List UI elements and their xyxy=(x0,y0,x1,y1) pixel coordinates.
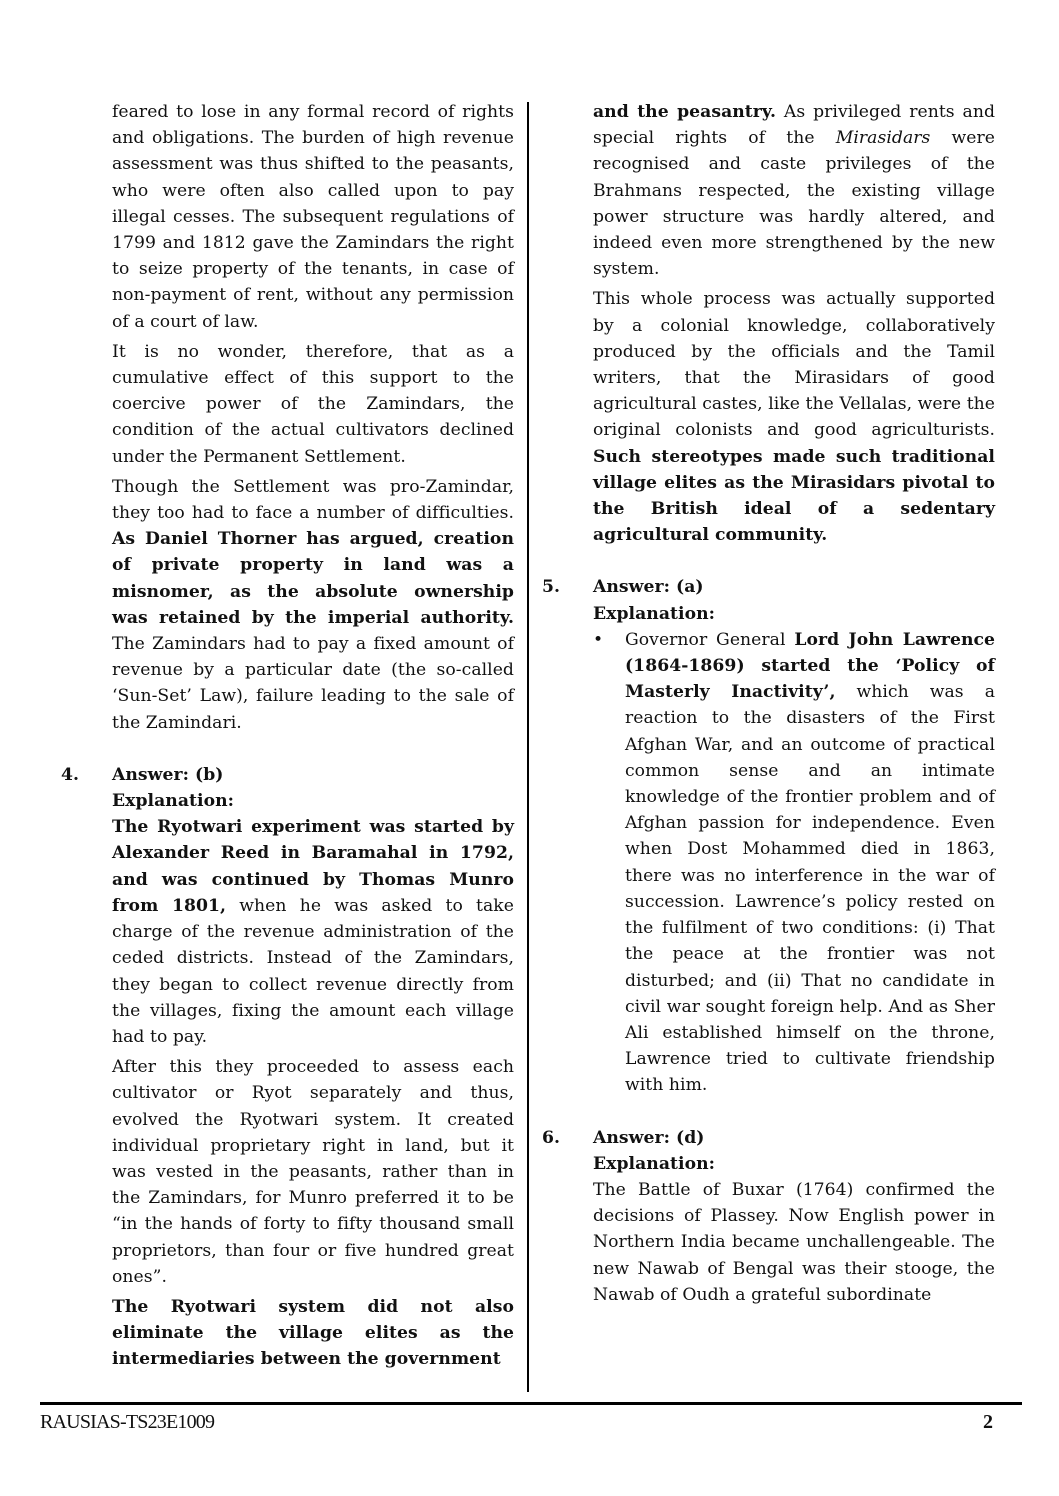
paragraph xyxy=(625,627,995,1099)
text: when he was asked to take charge of the revenue administration of the ceded districts. Instead of the Zamindars, they began to collect revenue directly from the villages, fixing the amount each village had to pay. xyxy=(112,895,514,1047)
paragraph xyxy=(112,814,514,1050)
bold-text: Such stereotypes made such traditional village elites as the Mirasidars pivotal to the British ideal of a sedentary agricultural community. xyxy=(593,446,995,546)
document-id: RAUSIAS-TS23E1009 xyxy=(40,1411,215,1433)
explanation-label: Explanation: xyxy=(593,1153,716,1174)
paragraph: The Ryotwari system did not also eliminate the village elites as the intermediaries between the government xyxy=(112,1296,514,1370)
paragraph xyxy=(593,99,995,282)
bullet-icon: • xyxy=(593,629,604,650)
answer-label: Answer: (a) xyxy=(593,577,704,598)
paragraph: It is no wonder, therefore, that as a cumulative effect of this support to the coercive power of the Zamindars, the condition of the actual cultivators declined under the Permanent Settlement. xyxy=(112,341,514,467)
question-number: 6. xyxy=(542,1127,561,1148)
right-column xyxy=(542,99,996,1312)
text: Governor General xyxy=(625,629,795,650)
paragraph xyxy=(593,286,995,548)
bold-text: and the peasantry. xyxy=(593,102,776,122)
text: were recognised and caste privileges of the Brahmans respected, the existing village power structure was hardly altered, and indeed even more strengthened by the new system. xyxy=(593,128,996,280)
paragraph: The Battle of Buxar (1764) confirmed the decisions of Plassey. Now English power in Northern India became unchallengeable. The new Nawab of Bengal was their stooge, the Nawab of Oudh a grateful subordinate xyxy=(593,1179,995,1305)
text: Though the Settlement was pro-Zamindar, they too had to face a number of difficulties. xyxy=(112,476,514,524)
question-4-heading xyxy=(61,762,514,788)
page-number: 2 xyxy=(983,1411,993,1433)
text: This whole process was actually supported by a colonial knowledge, collaboratively produced by the officials and the Tamil writers, that the Mirasidars of good agricultural castes, like the Vellalas, were the original colonists and good agriculturists. xyxy=(593,289,995,441)
bullet-item xyxy=(593,627,995,1099)
question-number: 4. xyxy=(61,764,80,785)
left-column xyxy=(61,99,514,1377)
answer-label: Answer: (b) xyxy=(112,764,224,785)
bold-text: Lord John Lawrence (1864-1869) started the ‘Policy of Masterly Inactivity’, xyxy=(625,629,995,703)
text: The Zamindars had to pay a fixed amount of revenue by a particular date (the so-called ‘Sun-Set’ Law), failure leading to the sale of the Zamindari. xyxy=(112,634,514,733)
question-6-heading xyxy=(542,1125,995,1151)
footer-rule xyxy=(40,1402,1022,1405)
question-number: 5. xyxy=(542,577,561,598)
paragraph: feared to lose in any formal record of rights and obligations. The burden of high revenue assessment was thus shifted to the peasants, who were often also called upon to pay illegal cesses. The subsequent regulations of 1799 and 1812 gave the Zamindars the right to seize property of the tenants, in case of non-payment of rent, without any permission of a court of law. xyxy=(112,102,514,332)
column-divider xyxy=(527,102,529,1392)
paragraph xyxy=(112,474,514,736)
bold-text: The Ryotwari experiment was started by Alexander Reed in Baramahal in 1792, and was continued by Thomas Munro from 1801, xyxy=(112,817,514,916)
question-5-heading xyxy=(542,574,995,600)
text: As privileged rents and special rights of the xyxy=(593,102,995,149)
bold-text: As Daniel Thorner has argued, creation of private property in land was a misnomer, as the absolute ownership was retained by the imperial authority. xyxy=(112,529,514,628)
paragraph: After this they proceeded to assess each cultivator or Ryot separately and thus, evolved the Ryotwari system. It created individual proprietary right in land, but it was vested in the peasants, rather than in the Zamindars, for Munro preferred it to be “in the hands of forty to fifty thousand small proprietors, than four or five hundred great ones”. xyxy=(112,1057,514,1287)
explanation-label: Explanation: xyxy=(112,791,235,812)
text: which was a reaction to the disasters of the First Afghan War, and an outcome of practical common sense and an intimate knowledge of the frontier problem and of Afghan passion for independence. Even when Dost Mohammed died in 1863, there was no interference in the war of succession. Lawrence’s policy rested on the fulfilment of two conditions: (i) That the peace at the frontier was not disturbed; and (ii) That no candidate in civil war sought foreign help. And as Sher Ali established himself on the throne, Lawrence tried to cultivate friendship with him. xyxy=(625,682,995,1096)
answer-label: Answer: (d) xyxy=(593,1127,705,1148)
explanation-label: Explanation: xyxy=(593,603,716,624)
italic-text: Mirasidars xyxy=(835,128,931,149)
